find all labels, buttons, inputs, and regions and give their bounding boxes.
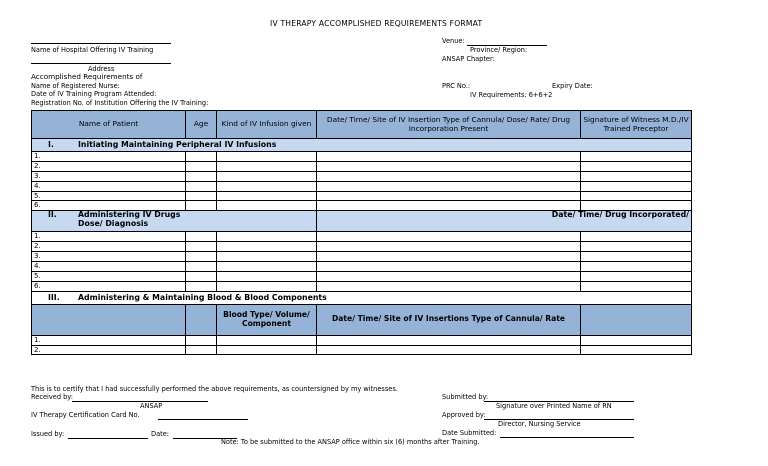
- age-cell[interactable]: [186, 181, 217, 191]
- row-number: 3.: [32, 171, 186, 181]
- section-2-right-label: Date/ Time/ Drug Incorporated/: [317, 211, 692, 232]
- age-cell[interactable]: [186, 171, 217, 181]
- col-kind-of-iv: Kind of IV Infusion given: [217, 111, 317, 139]
- signature-cell[interactable]: [581, 171, 692, 181]
- table-row: [32, 345, 692, 355]
- address-label: Address: [88, 65, 115, 73]
- details-cell[interactable]: [317, 181, 581, 191]
- age-cell[interactable]: [186, 191, 217, 201]
- section-1-number: I.: [48, 140, 54, 149]
- col-signature-witness: Signature of Witness M.D./IV Trained Preceptor: [581, 111, 692, 139]
- signature-cell[interactable]: [581, 181, 692, 191]
- row-number: 4.: [32, 181, 186, 191]
- table-row: [32, 201, 692, 211]
- signature-cell[interactable]: [581, 345, 692, 355]
- section-3-title: Administering & Maintaining Blood & Blood Components: [78, 292, 327, 302]
- iv-kind-cell[interactable]: [217, 152, 317, 162]
- details-cell[interactable]: [317, 191, 581, 201]
- date-submitted-underline: [500, 437, 634, 438]
- submission-note: Note: To be submitted to the ANSAP office within six (6) months after Training.: [221, 438, 480, 446]
- age-cell[interactable]: [186, 345, 217, 355]
- table-row: [32, 232, 692, 242]
- table-row: [32, 281, 692, 291]
- signature-cell[interactable]: [581, 271, 692, 281]
- age-cell[interactable]: [186, 335, 217, 345]
- nurse-label: Name of Registered Nurse:: [31, 82, 120, 90]
- table-row: [32, 252, 692, 262]
- row-number: 1.: [32, 335, 186, 345]
- table-row: [32, 181, 692, 191]
- section-1-header: [32, 139, 692, 152]
- row-number: 2.: [32, 242, 186, 252]
- age-cell[interactable]: [186, 252, 217, 262]
- date-submitted-label: Date Submitted:: [442, 429, 497, 437]
- province-label: Province/ Region:: [470, 46, 528, 54]
- age-cell[interactable]: [186, 152, 217, 162]
- signature-cell[interactable]: [581, 262, 692, 272]
- row-number: 6.: [32, 201, 186, 211]
- row-number: 4.: [32, 262, 186, 272]
- section-2-title-line2: Dose/ Diagnosis: [78, 218, 149, 228]
- blood-cell[interactable]: [217, 335, 317, 345]
- table-header-row: [32, 111, 692, 139]
- row-number: 5.: [32, 271, 186, 281]
- cert-card-label: IV Therapy Certification Card No.: [31, 411, 140, 419]
- iv-requirements-label: IV Requirements: 6+6+2: [470, 91, 553, 99]
- age-cell[interactable]: [186, 281, 217, 291]
- details-cell[interactable]: [317, 152, 581, 162]
- details-cell[interactable]: [317, 171, 581, 181]
- age-cell[interactable]: [186, 262, 217, 272]
- chapter-label: ANSAP Chapter:: [442, 55, 495, 63]
- signature-cell[interactable]: [581, 161, 692, 171]
- col-age: Age: [186, 111, 217, 139]
- signature-cell[interactable]: [581, 242, 692, 252]
- venue-label: Venue:: [442, 37, 465, 45]
- signature-printed-name-label: Signature over Printed Name of RN: [496, 402, 612, 410]
- table-row: [32, 262, 692, 272]
- iv-kind-cell[interactable]: [217, 201, 317, 211]
- age-cell[interactable]: [186, 161, 217, 171]
- signature-cell[interactable]: [581, 191, 692, 201]
- drug-cell[interactable]: [217, 252, 317, 262]
- submitted-label: Submitted by:: [442, 393, 489, 401]
- col-name-of-patient: Name of Patient: [32, 111, 186, 139]
- details-cell[interactable]: [317, 281, 581, 291]
- table-row: [32, 191, 692, 201]
- issued-underline: [68, 438, 148, 439]
- table-row: [32, 161, 692, 171]
- section-3-number: III.: [48, 292, 60, 302]
- details-cell[interactable]: [317, 271, 581, 281]
- drug-cell[interactable]: [217, 281, 317, 291]
- iv-kind-cell[interactable]: [217, 181, 317, 191]
- signature-cell[interactable]: [581, 152, 692, 162]
- drug-cell[interactable]: [217, 271, 317, 281]
- prc-label: PRC No.:: [442, 82, 471, 90]
- training-date-label: Date of IV Training Program Attended:: [31, 90, 157, 98]
- certify-text: This is to certify that I had successfully performed the above requirements, as countersigned by my witnesses.: [31, 385, 398, 393]
- row-number: 6.: [32, 281, 186, 291]
- hospital-underline: [31, 43, 171, 44]
- age-cell[interactable]: [186, 271, 217, 281]
- expiry-label: Expiry Date:: [552, 82, 593, 90]
- received-label: Received by:: [31, 393, 73, 401]
- issued-label: Issued by:: [31, 430, 65, 438]
- row-number: 1.: [32, 152, 186, 162]
- ansap-label: ANSAP: [140, 402, 163, 410]
- details-cell[interactable]: [317, 252, 581, 262]
- approved-label: Approved by:: [442, 411, 486, 419]
- row-number: 1.: [32, 232, 186, 242]
- age-cell[interactable]: [186, 242, 217, 252]
- registration-label: Registration No. of Institution Offering the IV Training:: [31, 99, 209, 107]
- cert-card-underline: [158, 419, 248, 420]
- section-2-title-line1: Administering IV Drugs: [78, 210, 181, 220]
- row-number: 5.: [32, 191, 186, 201]
- section-3-column-header: [32, 304, 692, 335]
- signature-cell[interactable]: [581, 201, 692, 211]
- signature-cell[interactable]: [581, 252, 692, 262]
- details-cell[interactable]: [317, 335, 581, 345]
- signature-cell[interactable]: [581, 281, 692, 291]
- director-label: Director, Nursing Service: [498, 420, 581, 428]
- address-underline: [31, 63, 171, 64]
- details-cell[interactable]: [317, 232, 581, 242]
- iv-kind-cell[interactable]: [217, 161, 317, 171]
- accomplished-label: Accomplished Requirements of: [31, 72, 143, 81]
- table-row: [32, 242, 692, 252]
- drug-cell[interactable]: [217, 232, 317, 242]
- table-row: [32, 271, 692, 281]
- age-cell[interactable]: [186, 201, 217, 211]
- issued-date-label: Date:: [151, 430, 169, 438]
- form-title: IV THERAPY ACCOMPLISHED REQUIREMENTS FORMAT: [270, 19, 483, 28]
- iv-kind-cell[interactable]: [217, 171, 317, 181]
- table-row: [32, 152, 692, 162]
- table-row: [32, 335, 692, 345]
- blood-cell[interactable]: [217, 345, 317, 355]
- signature-cell[interactable]: [581, 335, 692, 345]
- section-3-header: [32, 291, 692, 304]
- details-cell[interactable]: [317, 161, 581, 171]
- row-number: 3.: [32, 252, 186, 262]
- requirements-table: [31, 110, 692, 355]
- col-blood-type: Blood Type/ Volume/ Component: [217, 304, 317, 335]
- iv-kind-cell[interactable]: [217, 191, 317, 201]
- details-cell[interactable]: [317, 242, 581, 252]
- details-cell[interactable]: [317, 201, 581, 211]
- details-cell[interactable]: [317, 262, 581, 272]
- details-cell[interactable]: [317, 345, 581, 355]
- col-date-time-site: Date/ Time/ Site of IV Insertion Type of Cannula/ Dose/ Rate/ Drug Incorporation Present: [317, 111, 581, 139]
- drug-cell[interactable]: [217, 262, 317, 272]
- row-number: 2.: [32, 345, 186, 355]
- table-row: [32, 171, 692, 181]
- section-2-header: [32, 211, 692, 232]
- age-cell[interactable]: [186, 232, 217, 242]
- hospital-label: Name of Hospital Offering IV Training: [31, 46, 154, 54]
- row-number: 2.: [32, 161, 186, 171]
- col-insertion-details: Date/ Time/ Site of IV Insertions Type of Cannula/ Rate: [317, 304, 581, 335]
- section-2-number: II.: [48, 210, 57, 220]
- signature-cell[interactable]: [581, 232, 692, 242]
- section-1-title: Initiating Maintaining Peripheral IV Infusions: [78, 140, 277, 149]
- drug-cell[interactable]: [217, 242, 317, 252]
